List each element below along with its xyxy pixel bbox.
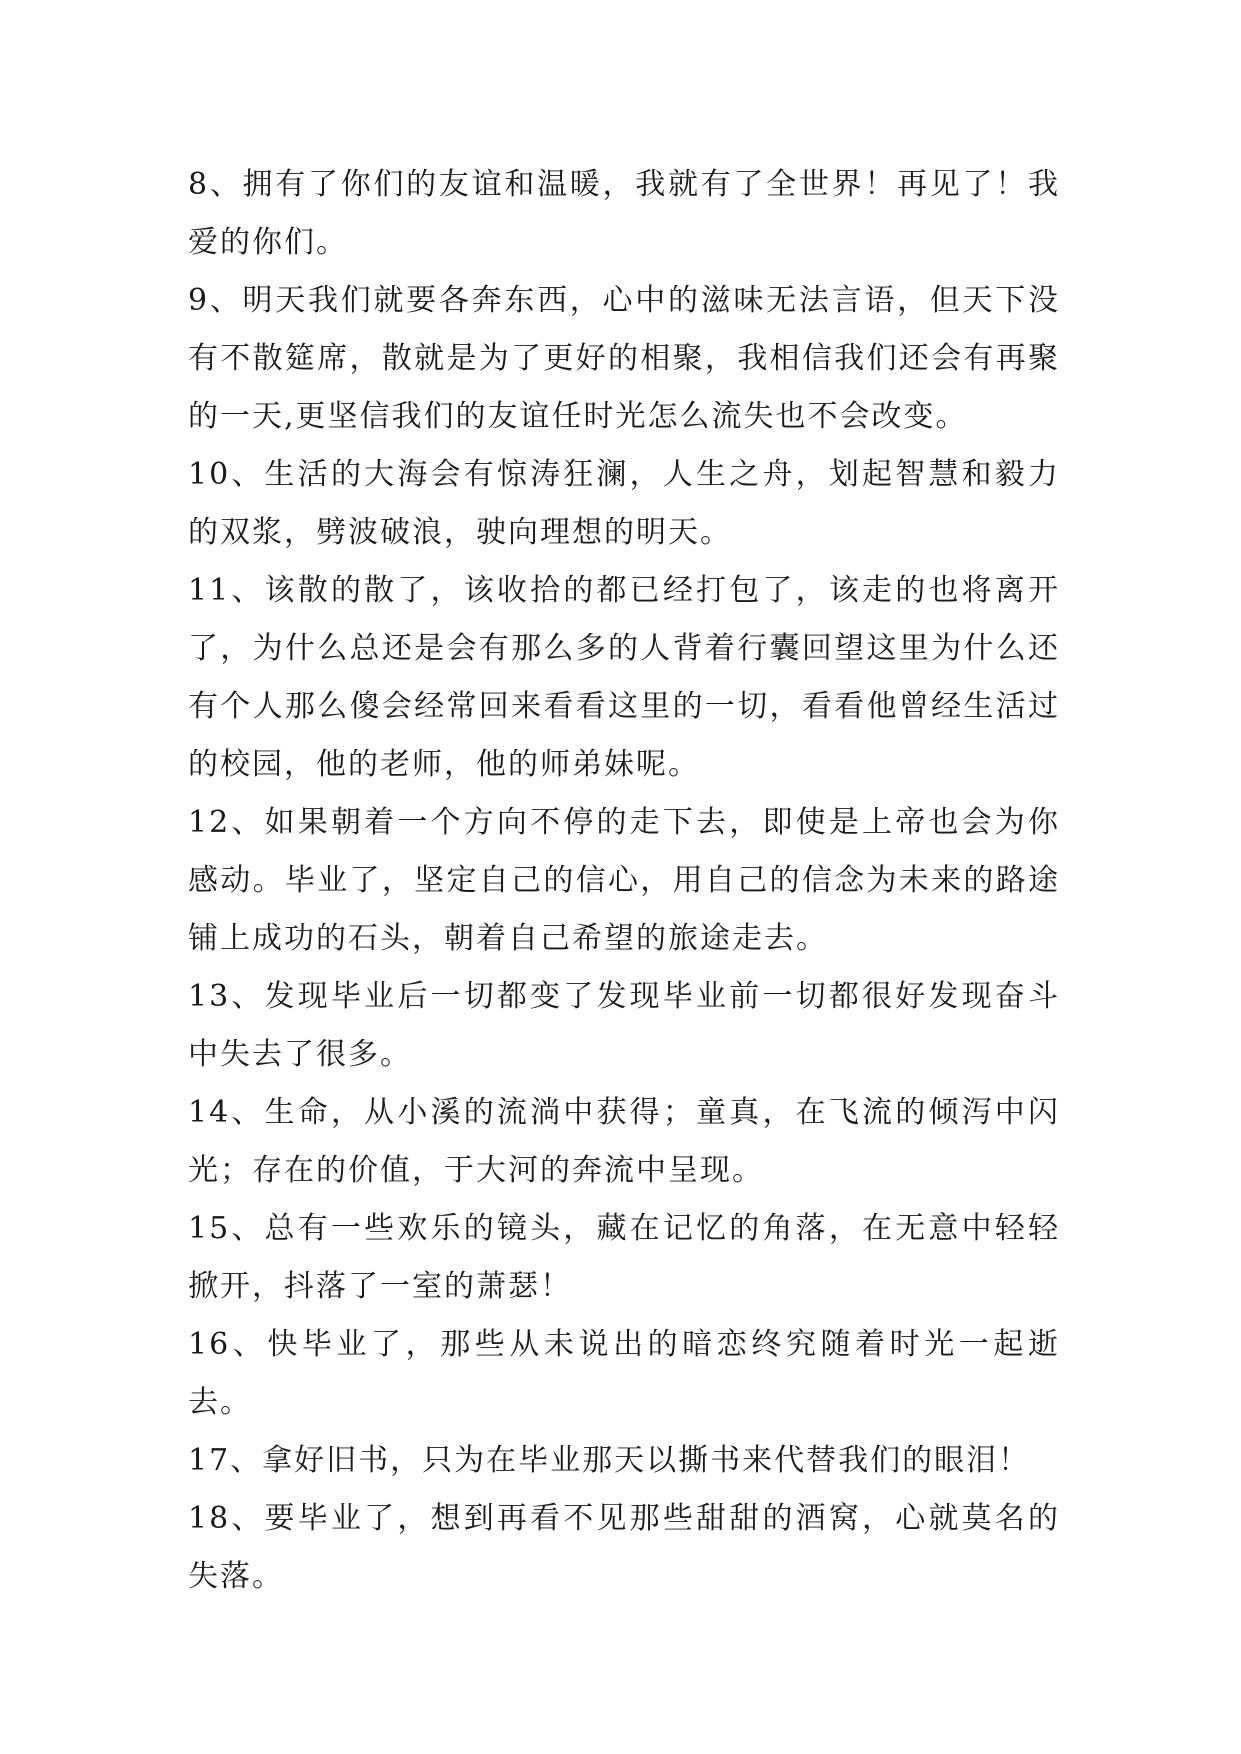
paragraph-11: 11、该散的散了，该收拾的都已经打包了，该走的也将离开了，为什么总还是会有那么多的人背着行囊回望这里为什么还有个人那么傻会经常回来看看这里的一切，看看他曾经生活过的校园，他的老师，他的师弟妹呢。: [188, 573, 1060, 782]
paragraph-8: 8、拥有了你们的友谊和温暖，我就有了全世界！再见了！我爱的你们。: [188, 167, 1060, 260]
paragraph-9: 9、明天我们就要各奔东西，心中的滋味无法言语，但天下没有不散筵席，散就是为了更好的相聚，我相信我们还会有再聚的一天,更坚信我们的友谊任时光怎么流失也不会改变。: [188, 283, 1060, 434]
document-body: [188, 156, 1060, 1606]
paragraph-14: 14、生命，从小溪的流淌中获得；童真，在飞流的倾泻中闪光；存在的价值，于大河的奔流中呈现。: [188, 1095, 1060, 1188]
paragraph-16: 16、快毕业了，那些从未说出的暗恋终究随着时光一起逝去。: [188, 1327, 1060, 1420]
paragraph-12: 12、如果朝着一个方向不停的走下去，即使是上帝也会为你感动。毕业了，坚定自己的信心，用自己的信念为未来的路途铺上成功的石头，朝着自己希望的旅途走去。: [188, 805, 1060, 956]
paragraph-15: 15、总有一些欢乐的镜头，藏在记忆的角落，在无意中轻轻掀开，抖落了一室的萧瑟！: [188, 1211, 1060, 1304]
paragraph-10: 10、生活的大海会有惊涛狂澜，人生之舟，划起智慧和毅力的双浆，劈波破浪，驶向理想的明天。: [188, 457, 1060, 550]
paragraph-13: 13、发现毕业后一切都变了发现毕业前一切都很好发现奋斗中失去了很多。: [188, 979, 1060, 1072]
paragraph-18: 18、要毕业了，想到再看不见那些甜甜的酒窝，心就莫名的失落。: [188, 1501, 1060, 1594]
paragraph-17: 17、拿好旧书，只为在毕业那天以撕书来代替我们的眼泪！: [188, 1443, 1031, 1478]
